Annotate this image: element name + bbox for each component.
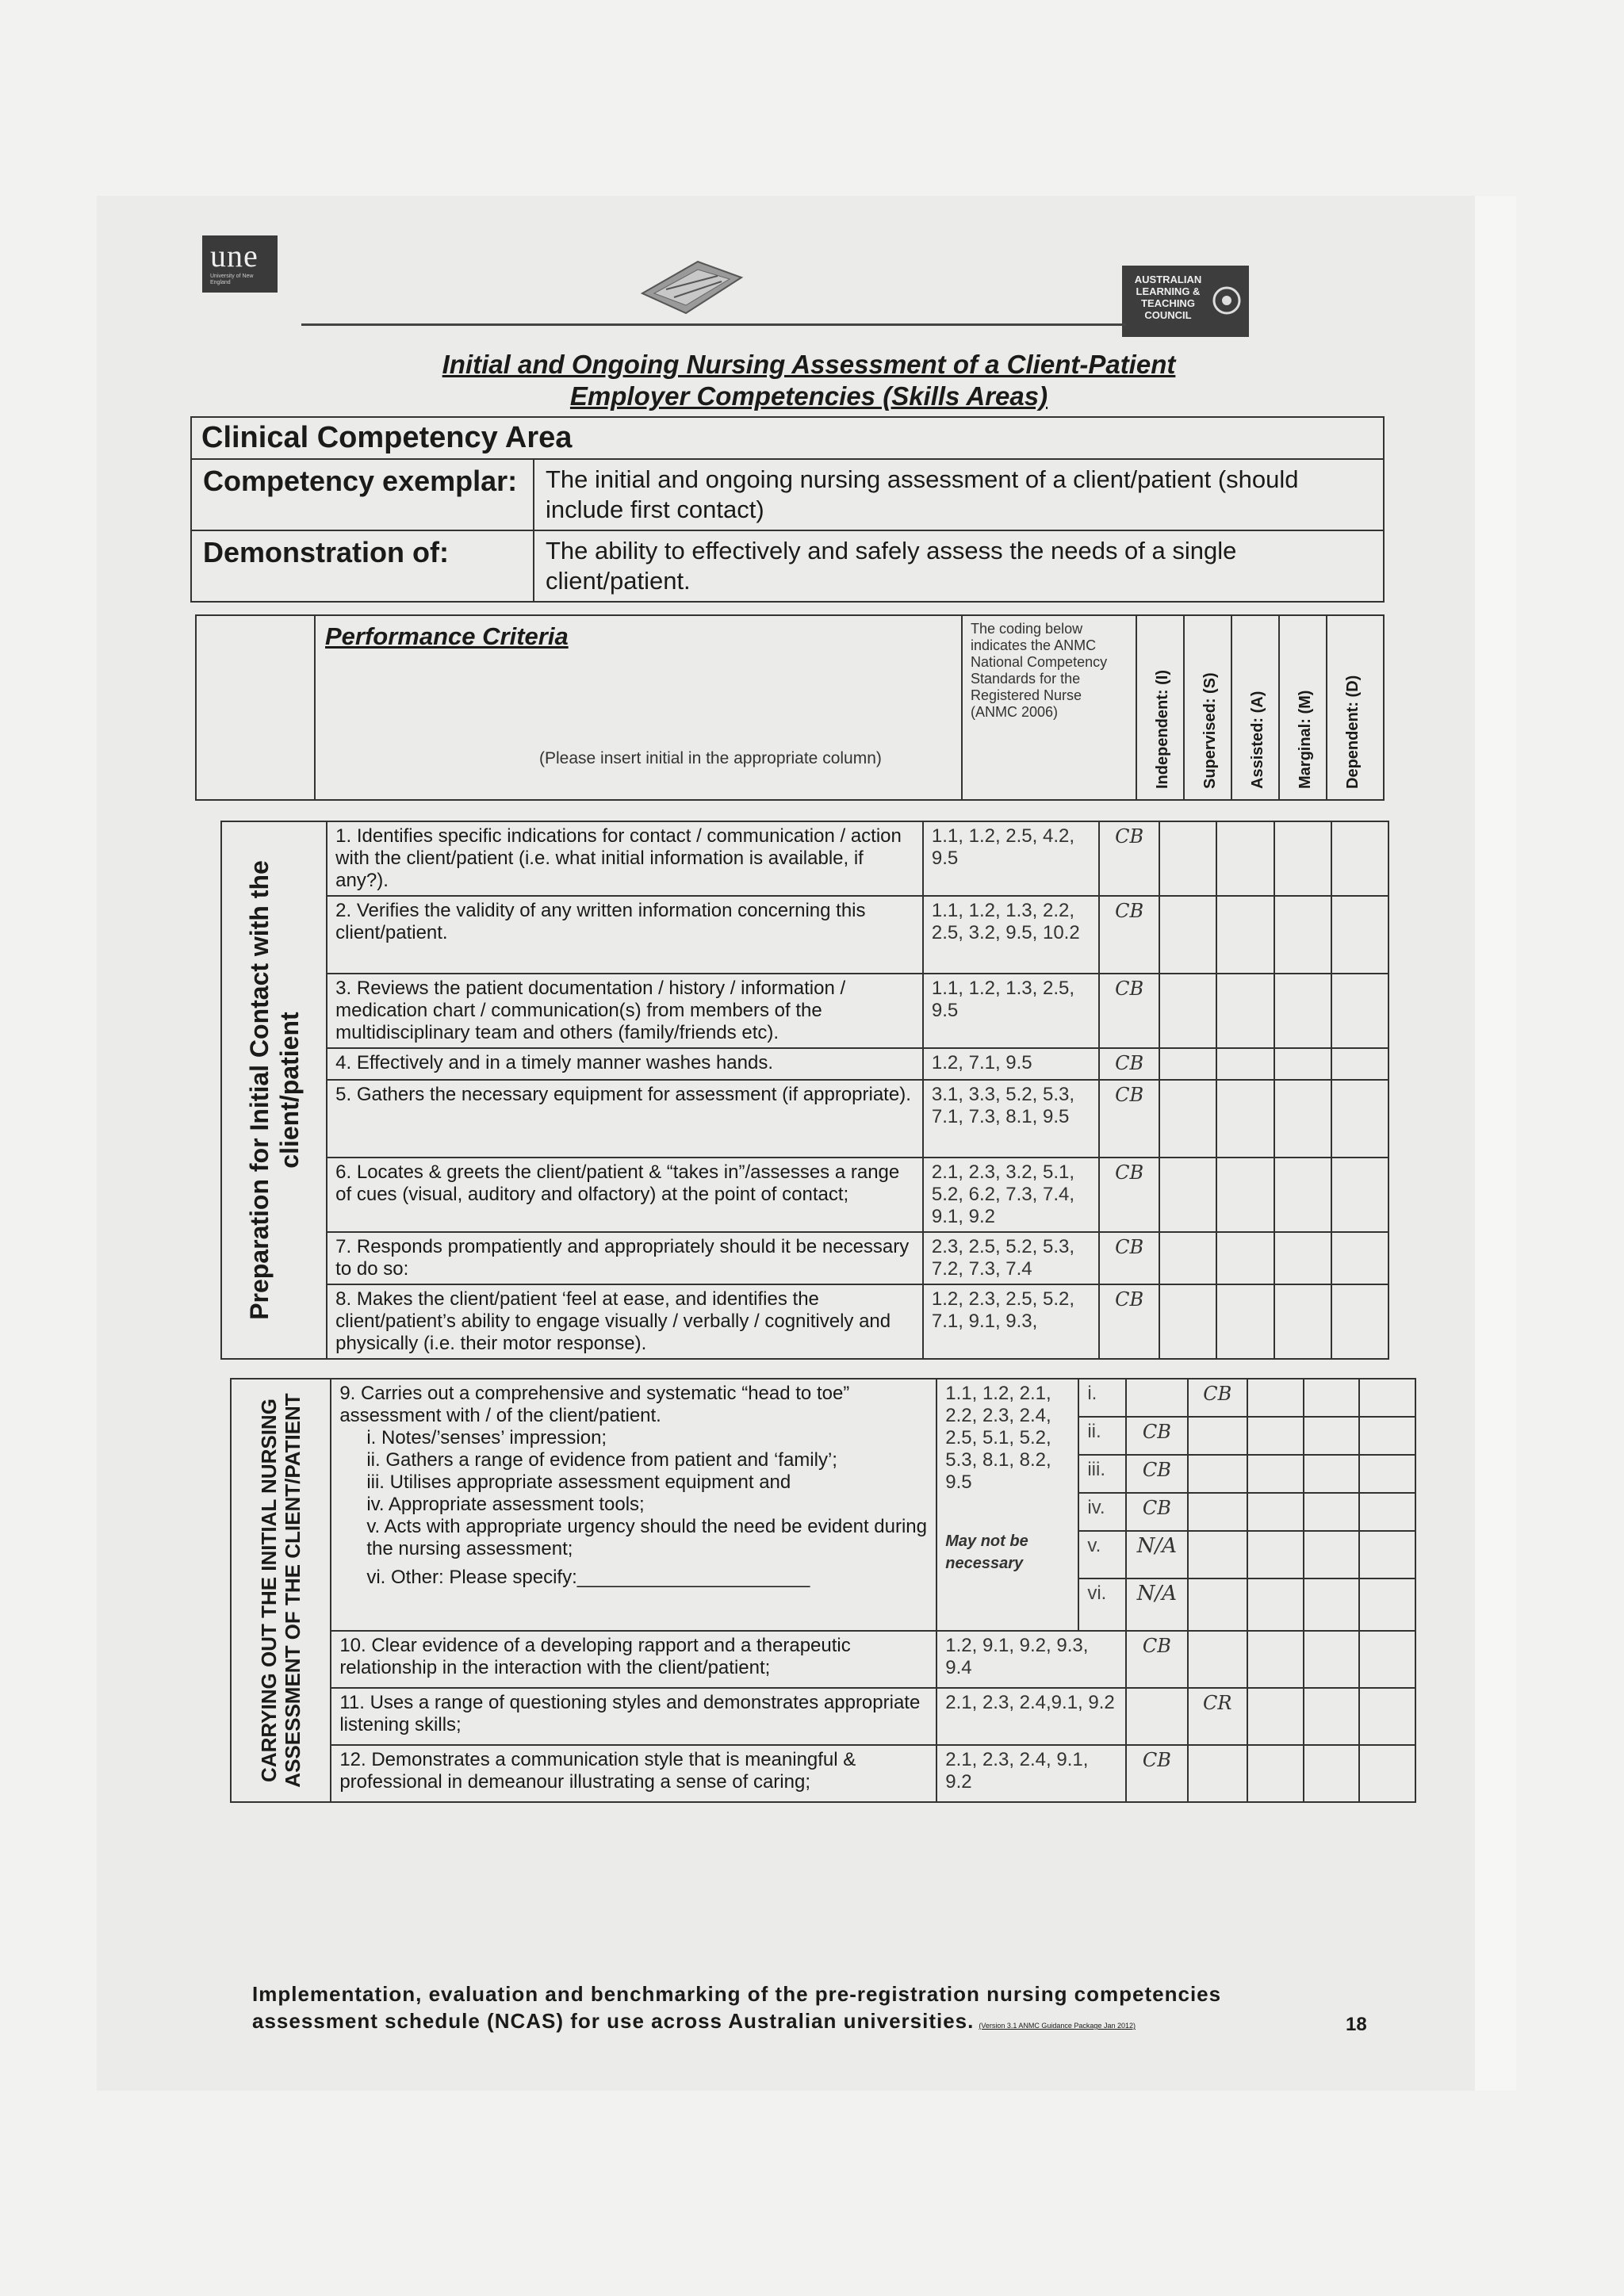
initial-independent[interactable]: CB <box>1099 1080 1159 1158</box>
initial-marginal[interactable] <box>1304 1688 1360 1745</box>
document-title: Initial and Ongoing Nursing Assessment of a Client-Patient Employer Competencies (Skills Areas) <box>442 350 1176 411</box>
initial-assisted[interactable] <box>1247 1745 1304 1802</box>
initial-supervised[interactable] <box>1159 1080 1216 1158</box>
initial-independent[interactable]: CB <box>1099 1158 1159 1232</box>
initial-dependent[interactable] <box>1331 1232 1388 1284</box>
anmc-code: 3.1, 3.3, 5.2, 5.3, 7.1, 7.3, 8.1, 9.5 <box>923 1080 1099 1158</box>
sub-item-number: iv. <box>1078 1493 1126 1531</box>
une-logo: une University of New England <box>202 235 278 293</box>
initial-marginal[interactable] <box>1274 821 1331 896</box>
initial-dependent[interactable] <box>1331 896 1388 974</box>
initial-assisted[interactable] <box>1247 1531 1304 1578</box>
criterion-text: 6. Locates & greets the client/patient & “takes in”/assesses a range of cues (visual, auditory and olfactory) at the point of contact; <box>327 1158 923 1232</box>
competency-area-row <box>192 418 1383 460</box>
initial-assisted[interactable] <box>1247 1578 1304 1631</box>
criterion-text: 3. Reviews the patient documentation / history / information / medication chart / communication(s) from members of the multidisciplinary team and others (family/friends etc). <box>327 974 923 1048</box>
initial-assisted[interactable] <box>1216 974 1274 1048</box>
anmc-code: 1.2, 7.1, 9.5 <box>923 1048 1099 1080</box>
initial-supervised[interactable] <box>1188 1578 1247 1631</box>
initial-independent[interactable]: CB <box>1099 1284 1159 1359</box>
initial-independent[interactable]: N/A <box>1126 1578 1187 1631</box>
initial-independent[interactable]: CB <box>1126 1745 1187 1802</box>
initial-dependent[interactable] <box>1359 1578 1415 1631</box>
initial-independent[interactable]: CB <box>1126 1417 1187 1455</box>
criterion-text: 4. Effectively and in a timely manner washes hands. <box>327 1048 923 1080</box>
col-marginal: Marginal: (M) <box>1280 614 1327 801</box>
insert-initial-note: (Please insert initial in the appropriate column) <box>539 749 882 767</box>
anmc-code: 2.1, 2.3, 2.4,9.1, 9.2 <box>936 1688 1126 1745</box>
initial-assisted[interactable] <box>1216 821 1274 896</box>
table-row <box>231 1688 1415 1745</box>
initial-assisted[interactable] <box>1216 1232 1274 1284</box>
initial-assisted[interactable] <box>1247 1417 1304 1455</box>
initial-dependent[interactable] <box>1359 1631 1415 1688</box>
competency-exemplar-row <box>192 460 1383 531</box>
demonstration-label: Demonstration of: <box>192 531 534 601</box>
initial-dependent[interactable] <box>1359 1379 1415 1417</box>
initial-supervised[interactable] <box>1188 1745 1247 1802</box>
initial-dependent[interactable] <box>1331 974 1388 1048</box>
sub-item-number: ii. <box>1078 1417 1126 1455</box>
initial-independent[interactable]: CB <box>1099 821 1159 896</box>
initial-supervised[interactable]: CR <box>1188 1688 1247 1745</box>
initial-supervised[interactable] <box>1188 1631 1247 1688</box>
preparation-table <box>220 821 1389 1360</box>
table-row <box>221 1158 1388 1232</box>
page-number: 18 <box>1346 2014 1367 2035</box>
sub-item-number: vi. <box>1078 1578 1126 1631</box>
initial-assisted[interactable] <box>1216 1048 1274 1080</box>
criterion-text: 5. Gathers the necessary equipment for assessment (if appropriate). <box>327 1080 923 1158</box>
initial-independent[interactable]: CB <box>1126 1493 1187 1531</box>
initial-supervised[interactable] <box>1159 974 1216 1048</box>
sub-item-number: iii. <box>1078 1455 1126 1493</box>
initial-assisted[interactable] <box>1216 1158 1274 1232</box>
criterion-text: 1. Identifies specific indications for contact / communication / action with the client/patient (i.e. what initial information is available, if any?). <box>327 821 923 896</box>
initial-supervised[interactable] <box>1188 1531 1247 1578</box>
initial-supervised[interactable] <box>1188 1493 1247 1531</box>
initial-assisted[interactable] <box>1247 1688 1304 1745</box>
initial-assisted[interactable] <box>1247 1455 1304 1493</box>
initial-dependent[interactable] <box>1331 821 1388 896</box>
initial-marginal[interactable] <box>1274 1080 1331 1158</box>
initial-supervised[interactable] <box>1188 1417 1247 1455</box>
initial-supervised[interactable] <box>1159 1232 1216 1284</box>
initial-independent[interactable]: CB <box>1099 896 1159 974</box>
initial-independent[interactable]: CB <box>1099 1232 1159 1284</box>
initial-marginal[interactable] <box>1304 1493 1360 1531</box>
table-row <box>221 974 1388 1048</box>
paper-edge <box>1475 196 1516 2091</box>
table-row <box>221 896 1388 974</box>
initial-supervised[interactable] <box>1159 1048 1216 1080</box>
initial-dependent[interactable] <box>1359 1455 1415 1493</box>
exemplar-label: Competency exemplar: <box>192 460 534 530</box>
assessment-table <box>230 1378 1416 1803</box>
performance-criteria-title: Performance Criteria <box>325 622 569 650</box>
table-row <box>221 1048 1388 1080</box>
header-rule <box>301 323 1126 326</box>
initial-dependent[interactable] <box>1359 1531 1415 1578</box>
demonstration-row <box>192 531 1383 601</box>
initial-marginal[interactable] <box>1274 896 1331 974</box>
sub-item-number: i. <box>1078 1379 1126 1417</box>
criterion-text: 10. Clear evidence of a developing rapport and a therapeutic relationship in the interaction with the client/patient; <box>331 1631 936 1688</box>
initial-independent[interactable]: N/A <box>1126 1531 1187 1578</box>
criterion-text: 7. Responds prompatiently and appropriately should it be necessary to do so: <box>327 1232 923 1284</box>
col-supervised: Supervised: (S) <box>1185 614 1232 801</box>
initial-dependent[interactable] <box>1359 1417 1415 1455</box>
criterion-text: 12. Demonstrates a communication style that is meaningful & professional in demeanour illustrating a sense of caring; <box>331 1745 936 1802</box>
competency-box <box>190 416 1385 603</box>
center-crest-logo <box>626 246 753 325</box>
initial-marginal[interactable] <box>1274 1158 1331 1232</box>
anmc-code: 1.2, 9.1, 9.2, 9.3, 9.4 <box>936 1631 1126 1688</box>
table-row <box>231 1379 1415 1417</box>
initial-assisted[interactable] <box>1216 1284 1274 1359</box>
initial-supervised[interactable]: CB <box>1188 1379 1247 1417</box>
table-row <box>231 1631 1415 1688</box>
initial-supervised[interactable] <box>1188 1455 1247 1493</box>
initial-dependent[interactable] <box>1331 1284 1388 1359</box>
altc-logo: AUSTRALIAN LEARNING & TEACHING COUNCIL <box>1122 266 1249 337</box>
col-independent: Independent: (I) <box>1137 614 1185 801</box>
initial-supervised[interactable] <box>1159 896 1216 974</box>
anmc-code: 1.2, 2.3, 2.5, 5.2, 7.1, 9.1, 9.3, <box>923 1284 1099 1359</box>
initial-dependent[interactable] <box>1331 1158 1388 1232</box>
initial-independent[interactable]: CB <box>1126 1455 1187 1493</box>
initial-independent[interactable]: CB <box>1126 1631 1187 1688</box>
initial-independent[interactable] <box>1126 1379 1187 1417</box>
demonstration-value: The ability to effectively and safely assess the needs of a single client/patient. <box>546 537 1237 595</box>
initial-independent[interactable]: CB <box>1099 974 1159 1048</box>
initial-dependent[interactable] <box>1359 1493 1415 1531</box>
initial-independent[interactable] <box>1126 1688 1187 1745</box>
initial-dependent[interactable] <box>1359 1688 1415 1745</box>
anmc-code-9: 1.1, 1.2, 2.1, 2.2, 2.3, 2.4, 2.5, 5.1, 5.2, 5.3, 8.1, 8.2, 9.5 May not be necessary <box>936 1379 1078 1631</box>
initial-supervised[interactable] <box>1159 1284 1216 1359</box>
initial-marginal[interactable] <box>1304 1578 1360 1631</box>
initial-assisted[interactable] <box>1216 896 1274 974</box>
criterion-text: 11. Uses a range of questioning styles and demonstrates appropriate listening skills; <box>331 1688 936 1745</box>
anmc-code: 1.1, 1.2, 1.3, 2.5, 9.5 <box>923 974 1099 1048</box>
criterion-text: 2. Verifies the validity of any written information concerning this client/patient. <box>327 896 923 974</box>
initial-dependent[interactable] <box>1331 1080 1388 1158</box>
criterion-9: 9. Carries out a comprehensive and systematic “head to toe” assessment with / of the client/patient. i. Notes/’senses’ impression; ii. Gathers a range of evidence from patient and ‘family’; iii. Utilises appropriate assessment equipment and iv. Appropriate assessment tools; v. Acts with appropriate urgency should the need be evident during the nursing assessment; vi. Other: Please specify:______________________ <box>331 1379 936 1631</box>
footer-text: Implementation, evaluation and benchmarking of the pre-registration nursing competencies assessment schedule (NCAS) for use across Australian universities. (Version 3.1 ANMC Guidance Package Jan 2012) <box>252 1982 1222 2033</box>
table-row <box>221 821 1388 896</box>
initial-dependent[interactable] <box>1359 1745 1415 1802</box>
initial-marginal[interactable] <box>1274 974 1331 1048</box>
exemplar-value: The initial and ongoing nursing assessment of a client/patient (should include first contact) <box>546 465 1299 523</box>
initial-marginal[interactable] <box>1304 1455 1360 1493</box>
initial-marginal[interactable] <box>1304 1379 1360 1417</box>
sub-item-number: v. <box>1078 1531 1126 1578</box>
initial-assisted[interactable] <box>1247 1379 1304 1417</box>
table-row <box>221 1080 1388 1158</box>
anmc-code: 1.1, 1.2, 1.3, 2.2, 2.5, 3.2, 9.5, 10.2 <box>923 896 1099 974</box>
col-dependent: Dependent: (D) <box>1344 675 1362 789</box>
initial-assisted[interactable] <box>1216 1080 1274 1158</box>
table-row <box>221 1284 1388 1359</box>
assessment-section-label: CARRYING OUT THE INITIAL NURSING ASSESSMENT OF THE CLIENT/PATIENT <box>231 1379 331 1802</box>
col-assisted: Assisted: (A) <box>1232 614 1280 801</box>
anmc-code: 1.1, 1.2, 2.5, 4.2, 9.5 <box>923 821 1099 896</box>
initial-assisted[interactable] <box>1247 1493 1304 1531</box>
table-row <box>231 1745 1415 1802</box>
preparation-section-label: Preparation for Initial Contact with the client/patient <box>221 821 327 1359</box>
initial-marginal[interactable] <box>1274 1284 1331 1359</box>
initial-independent[interactable]: CB <box>1099 1048 1159 1080</box>
initial-assisted[interactable] <box>1247 1631 1304 1688</box>
anmc-coding-note: The coding below indicates the ANMC National Competency Standards for the Registered Nurse (ANMC 2006) <box>961 614 1137 801</box>
criteria-header-blank-cell <box>195 614 316 801</box>
anmc-code: 2.1, 2.3, 3.2, 5.1, 5.2, 6.2, 7.3, 7.4, 9.1, 9.2 <box>923 1158 1099 1232</box>
initial-supervised[interactable] <box>1159 1158 1216 1232</box>
initial-supervised[interactable] <box>1159 821 1216 896</box>
competency-area-heading: Clinical Competency Area <box>201 421 573 454</box>
initial-marginal[interactable] <box>1274 1048 1331 1080</box>
anmc-code: 2.3, 2.5, 5.2, 5.3, 7.2, 7.3, 7.4 <box>923 1232 1099 1284</box>
initial-marginal[interactable] <box>1304 1531 1360 1578</box>
initial-marginal[interactable] <box>1304 1417 1360 1455</box>
initial-dependent[interactable] <box>1331 1048 1388 1080</box>
table-row <box>221 1232 1388 1284</box>
initial-marginal[interactable] <box>1274 1232 1331 1284</box>
initial-marginal[interactable] <box>1304 1745 1360 1802</box>
initial-marginal[interactable] <box>1304 1631 1360 1688</box>
criterion-text: 8. Makes the client/patient ‘feel at ease, and identifies the client/patient’s ability to engage visually / verbally / cognitively and physically (i.e. their motor response). <box>327 1284 923 1359</box>
anmc-code: 2.1, 2.3, 2.4, 9.1, 9.2 <box>936 1745 1126 1802</box>
